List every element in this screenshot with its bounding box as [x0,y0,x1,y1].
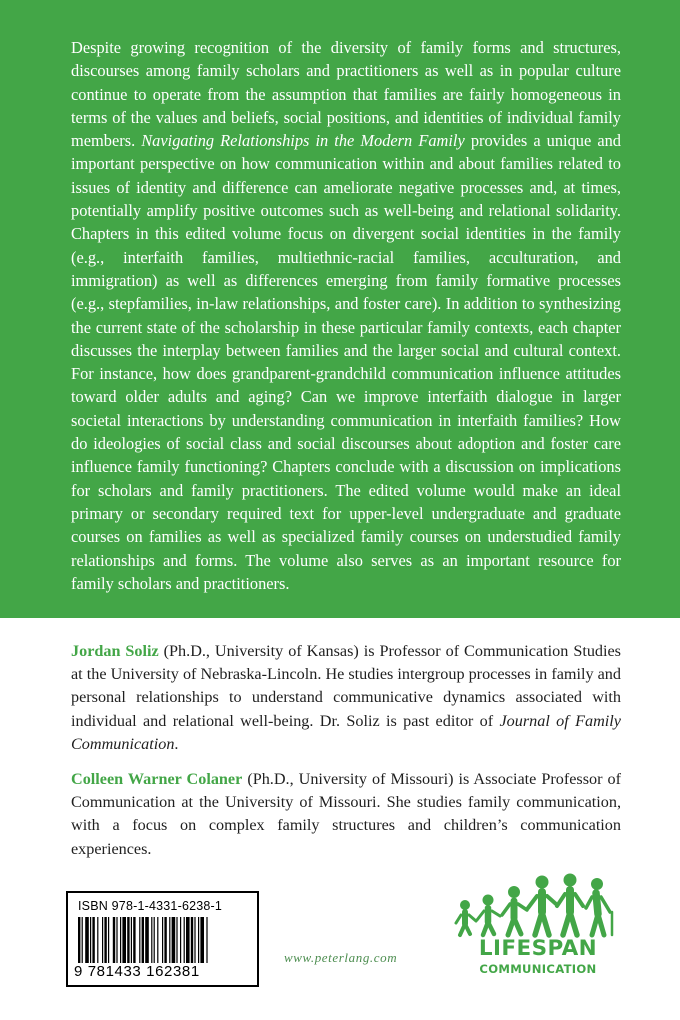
author-bio-1-text: (Ph.D., University of Kansas) is Professor of Communication Studies at the University of Nebraska-Lincoln. He studies intergroup processes in family and personal relationships to understand communicative dynamics associated with individual and relational well-being. Dr. Soliz is past editor of [71,642,621,730]
barcode-bar [90,917,91,963]
family-figures-icon [452,872,622,938]
author-bio-1-end: . [174,734,179,753]
barcode-bar [108,917,109,963]
barcode-bar [104,917,106,963]
barcode-bar [186,917,190,963]
barcode-bar [102,917,103,963]
barcode-bar [151,917,152,963]
isbn-label: ISBN 978-1-4331-6238-1 [78,899,223,913]
barcode-bar [97,917,98,963]
barcode-bar [142,917,144,963]
barcode-bar [191,917,193,963]
barcode-bar [198,917,199,963]
journal-title: Journal of Family Communication [71,711,621,753]
barcode-bars [78,917,250,963]
barcode-bar [116,917,117,963]
barcode-bar [184,917,185,963]
author-bios [71,640,621,873]
barcode-bar [180,917,181,963]
author-bio-2 [71,768,621,861]
isbn-barcode [66,891,259,987]
barcode-bar [157,917,158,963]
barcode-bar [113,917,115,963]
barcode-bar [131,917,132,963]
book-title: Navigating Relationships in the Modern Family [141,131,465,151]
barcode-bar [92,917,94,963]
barcode-bar [162,917,163,963]
author-bio-2-text: (Ph.D., University of Missouri) is Associate Professor of Communication at the University of Missouri. She studies family communication, with a focus on complex family structures and children’s communication experiences. [71,770,621,858]
barcode-bar [176,917,177,963]
book-description [71,36,621,595]
barcode-bar [172,917,176,963]
barcode-bar [145,917,149,963]
author-name-2: Colleen Warner Colaner [71,770,243,789]
barcode-bar [133,917,135,963]
barcode-bar [200,917,204,963]
barcode-bar [206,917,207,963]
description-part-1: Despite growing recognition of the diversity of family forms and structures, discourses among family scholars and practitioners as well as in popular culture continue to operate from the assumption that families are fairly homogeneous in terms of the values and beliefs, social positions, and identities of individual family members. [71,38,621,151]
logo-word-lifespan: LIFESPAN [478,936,598,961]
barcode-bar [164,917,166,963]
author-name-1: Jordan Soliz [71,642,159,660]
barcode-digits: 9 781433 162381 [74,963,200,980]
barcode-bar [82,917,83,963]
barcode-bar [169,917,170,963]
barcode-bar [122,917,126,963]
description-part-2: provides a unique and important perspective on how communication within and about families related to issues of identity and difference can ameliorate negative processes and, at times, potentially amplify positive outcomes such as well-being and relational solidarity. Chapters in this edited volume focus on divergent social identities in the family (e.g., interfaith families, multiethnic-racial families, acculturation, and immigration) as well as differences emerging from family formative processes (e.g., stepfamilies, in-law relationships, and foster care). In addition to synthesizing the current state of the scholarship in these particular family contexts, each chapter discusses the interplay between families and the larger social and cultural context. For instance, how does grandparent-grandchild communication influence attitudes toward older adults and aging? Can we improve interfaith dialogue in larger societal interactions by understanding communication in interfaith families? How do ideologies of social class and social discourses about adoption and foster care influence family functioning? Chapters conclude with a discussion on implications for scholars and family practitioners. The edited volume would make an ideal primary or secondary required text for upper-level undergraduate and graduate courses on families as well as specialized family courses on understudied family relationships and forms. The volume also serves as an important resource for family scholars and practitioners. [71,131,622,593]
author-bio-1 [71,640,621,756]
barcode-bar [127,917,129,963]
barcode-bar [85,917,89,963]
barcode-bar [120,917,121,963]
publisher-url[interactable]: www.peterlang.com [284,950,398,965]
barcode-bar [78,917,80,963]
logo-word-communication: COMMUNICATION [479,962,597,976]
barcode-bar [154,917,155,963]
barcode-bar [194,917,195,963]
lifespan-communication-logo [452,872,622,982]
barcode-bar [139,917,140,963]
